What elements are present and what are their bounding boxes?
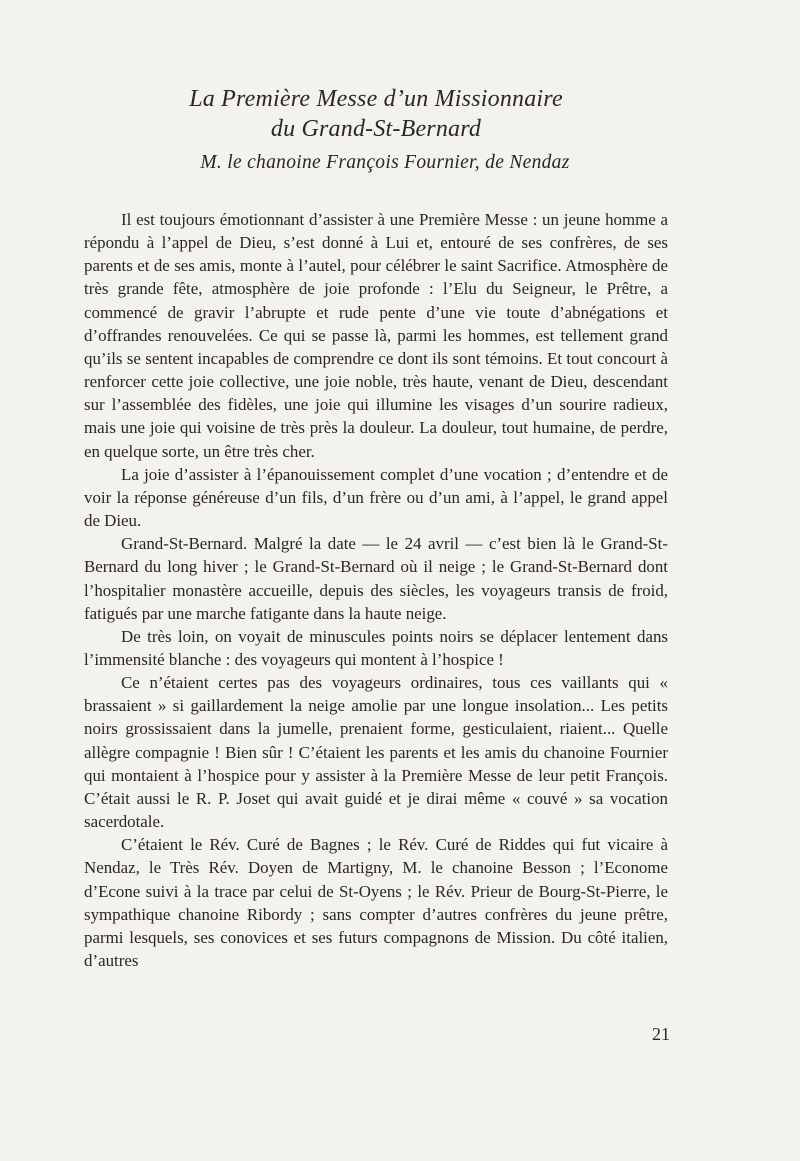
paragraph: Grand-St-Bernard. Malgré la date — le 24 avril — c’est bien là le Grand-St-Bernard du long hiver ; le Grand-St-Bernard où il neige ; le Grand-St-Bernard dont l’hospitalier monastère accueille, depuis des siècles, les voyageurs transis de froid, fatigués par une marche fatigante dans la haute neige. <box>84 534 668 623</box>
article-title: La Première Messe d’un Missionnaire <box>189 86 563 112</box>
paragraph: Ce n’étaient certes pas des voyageurs ordinaires, tous ces vaillants qui « brassaient » si gaillardement la neige amolie par une longue insolation... Les petits noirs grossissaient dans la jumelle, prenaient forme, gesticulaient, riaient... Quelle allègre compagnie ! Bien sûr ! C’étaient les parents et les amis du chanoine Fournier qui montaient à l’hospice pour y assister à la Première Messe de leur petit François. C’était aussi le R. P. Joset qui avait guidé et je dirai même « couvé » sa vocation sacerdotale. <box>84 673 668 832</box>
paragraph: C’étaient le Rév. Curé de Bagnes ; le Rév. Curé de Riddes qui fut vicaire à Nendaz, le Très Rév. Doyen de Martigny, M. le chanoine Besson ; l’Econome d’Econe suivi à la trace par celui de St-Oyens ; le Rév. Prieur de Bourg-St-Pierre, le sympathique chanoine Ribordy ; sans compter d’autres confrères du jeune prêtre, parmi lesquels, ses conovices et ses futurs compagnons de Mission. Du côté italien, d’autres <box>84 835 668 970</box>
paragraph: De très loin, on voyait de minuscules points noirs se déplacer lentement dans l’immensité blanche : des voyageurs qui montent à l’hospice ! <box>84 626 668 669</box>
paragraph: Il est toujours émotionnant d’assister à une Première Messe : un jeune homme a répondu à l’appel de Dieu, s’est donné à Lui et, entouré de ses confrères, de ses parents et de ses amis, monte à l’autel, pour célébrer le saint Sacrifice. Atmosphère de très grande fête, atmosphère de joie profonde : l’Elu du Seigneur, le Prêtre, a commencé de gravir l’abrupte et rude pente d’une vie toute d’abnégations et d’offrandes renouvelées. Ce qui se passe là, parmi les hommes, est tellement grand qu’ils se sentent incapables de comprendre ce dont ils sont témoins. Et tout concourt à renforcer cette joie collective, une joie noble, très haute, venant de Dieu, descendant sur l’assemblée des fidèles, une joie qui illumine les visages d’un sourire radieux, mais une joie qui voisine de très près la douleur. La douleur, tout humaine, de perdre, en quelque sorte, un être très cher. <box>84 210 668 461</box>
article-body <box>84 208 668 972</box>
paragraph: La joie d’assister à l’épanouissement complet d’une vocation ; d’entendre et de voir la réponse généreuse d’un fils, d’un frère ou d’un ami, à l’appel, le grand appel de Dieu. <box>84 464 668 531</box>
article-title-continued: du Grand-St-Bernard <box>270 116 482 142</box>
page-number: 21 <box>652 1024 670 1044</box>
article-subtitle: M. le chanoine François Fournier, de Nendaz <box>200 152 570 173</box>
